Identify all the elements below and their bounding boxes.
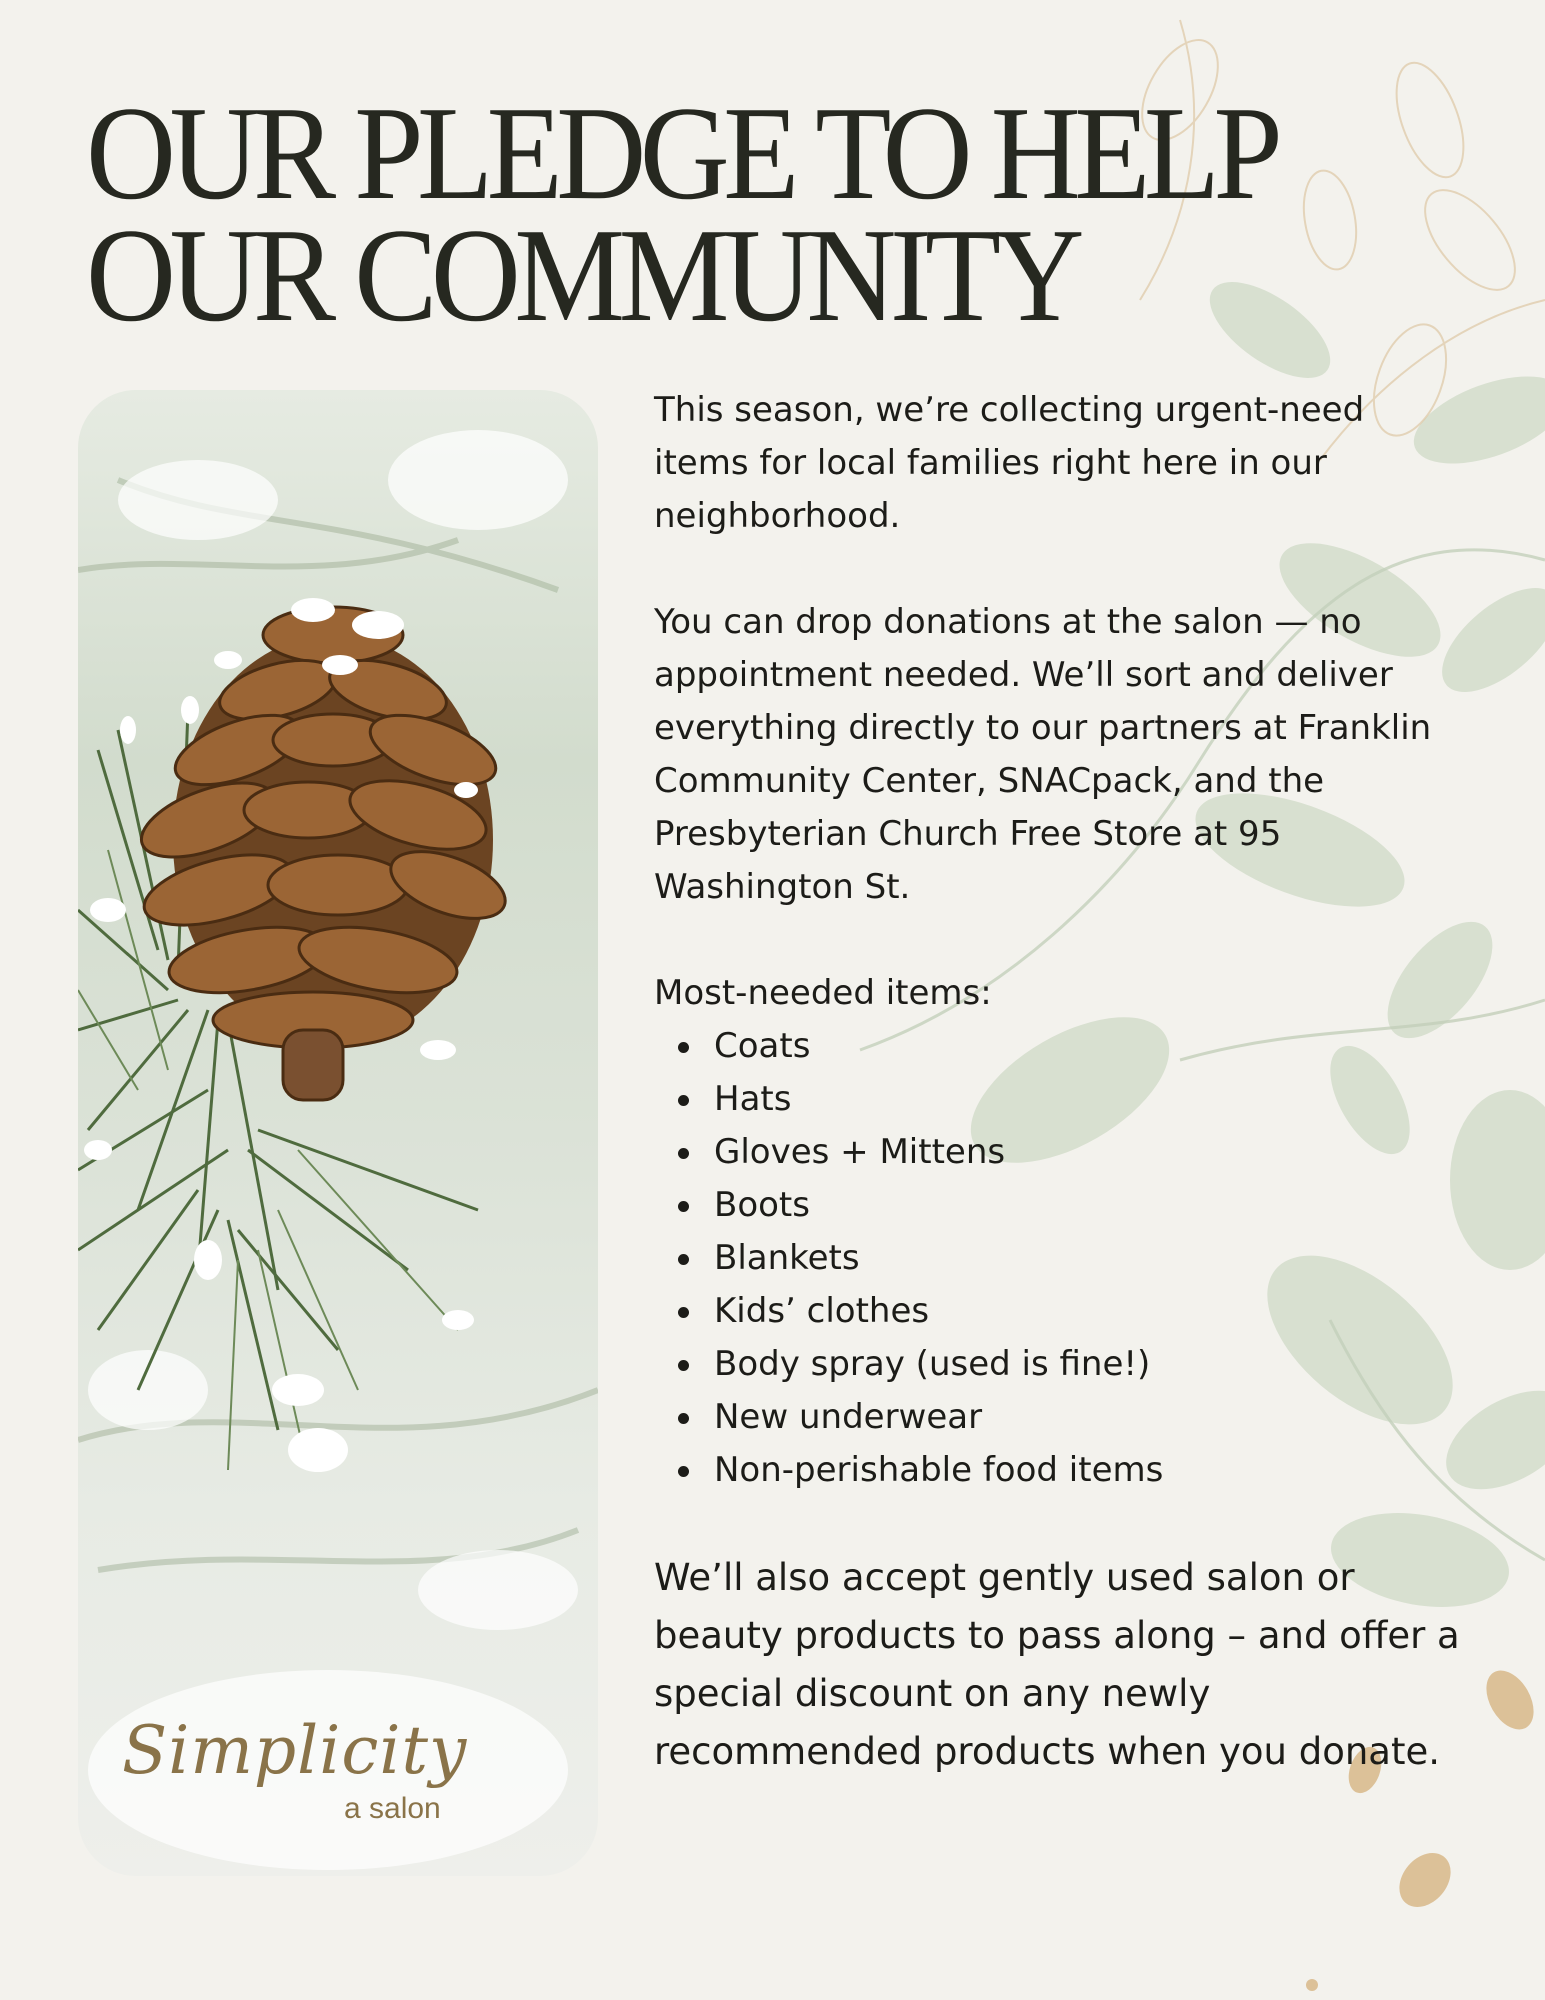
most-needed-items-list	[654, 1020, 1464, 1497]
list-item: Coats	[654, 1020, 1464, 1073]
list-item: Kids’ clothes	[654, 1285, 1464, 1338]
logo-script-text: Simplicity	[122, 1712, 468, 1789]
title-line-1: OUR PLEDGE TO HELP	[86, 79, 1277, 227]
intro-paragraph: This season, we’re collecting urgent-need items for local families right here in our neighborhood.	[654, 390, 1365, 536]
items-list-title: Most-needed items:	[654, 973, 992, 1013]
list-item: Non-perishable food items	[654, 1444, 1464, 1497]
list-item: Blankets	[654, 1232, 1464, 1285]
title-line-2: OUR COMMUNITY	[86, 201, 1078, 349]
logo-subtitle: a salon	[344, 1792, 441, 1825]
pine-cone-in-snow-image	[78, 390, 598, 1876]
page-title	[86, 79, 1277, 349]
list-item: New underwear	[654, 1391, 1464, 1444]
list-item: Body spray (used is fine!)	[654, 1338, 1464, 1391]
salon-logo	[122, 1712, 552, 1852]
list-item: Gloves + Mittens	[654, 1126, 1464, 1179]
list-item: Boots	[654, 1179, 1464, 1232]
list-item: Hats	[654, 1073, 1464, 1126]
donation-details	[654, 384, 1464, 1781]
dropoff-paragraph: You can drop donations at the salon — no appointment needed. We’ll sort and deliver everything directly to our partners at Franklin Community Center, SNACpack, and the Presbyterian Church Free Store at 95 Washington St.	[654, 602, 1432, 907]
pine-cone-photo	[78, 390, 598, 1876]
closing-paragraph: We’ll also accept gently used salon or beauty products to pass along – and offer a special discount on any newly recommended products when you donate.	[654, 1556, 1460, 1773]
